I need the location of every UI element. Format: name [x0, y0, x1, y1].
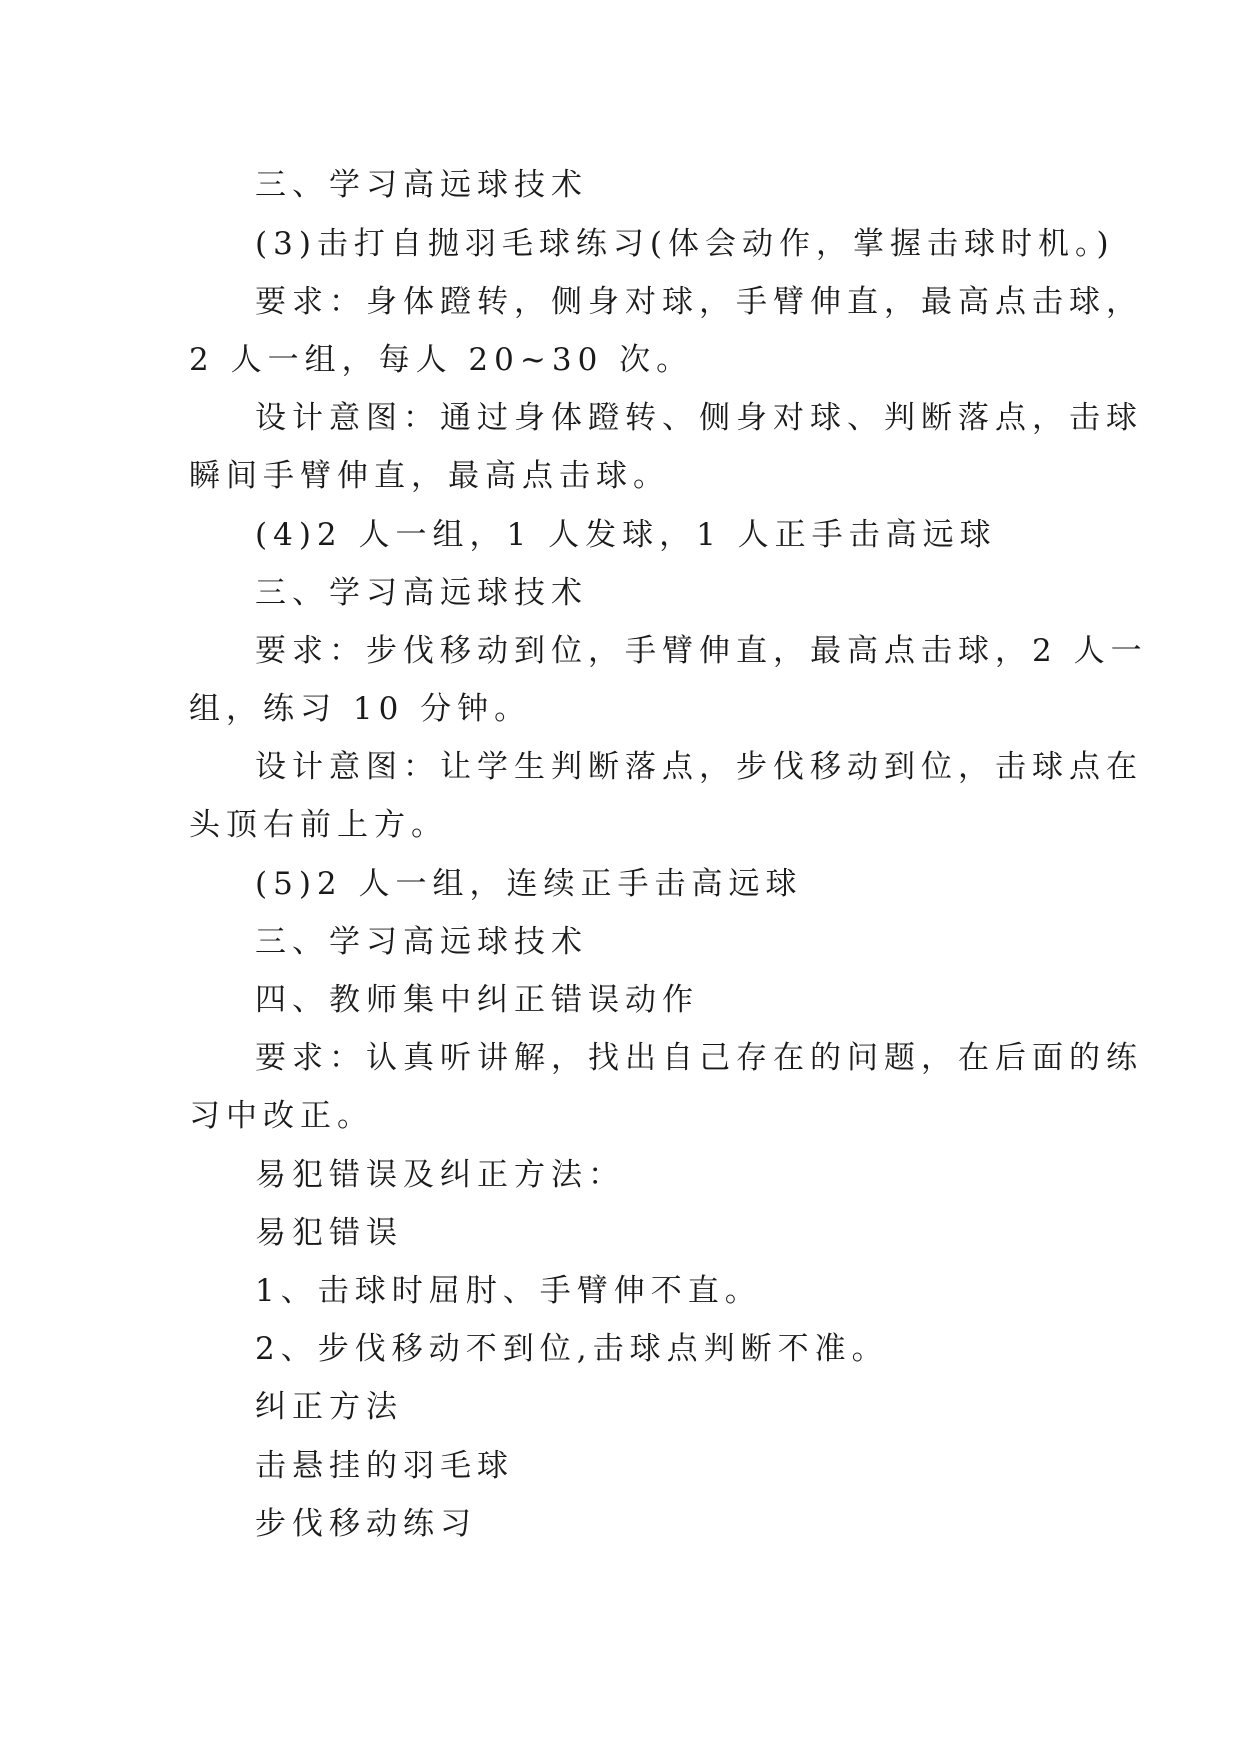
section-heading: 三、学习高远球技术: [255, 575, 588, 611]
list-item: 击悬挂的羽毛球: [255, 1448, 514, 1484]
design-intent-text-continued: 瞬间手臂伸直，最高点击球。: [189, 458, 670, 494]
requirement-text: 要求：身体蹬转，侧身对球，手臂伸直，最高点击球，: [255, 284, 1143, 320]
list-item: 1、击球时屈肘、手臂伸不直。: [255, 1273, 762, 1309]
section-heading: 四、教师集中纠正错误动作: [255, 982, 699, 1018]
subheading: 易犯错误: [255, 1215, 403, 1251]
requirement-text: 要求：步伐移动到位，手臂伸直，最高点击球，2 人一: [255, 633, 1148, 669]
design-intent-text: 设计意图：让学生判断落点，步伐移动到位，击球点在: [255, 749, 1143, 785]
list-item: 2、步伐移动不到位,击球点判断不准。: [255, 1331, 889, 1367]
list-item: 步伐移动练习: [255, 1506, 477, 1542]
requirement-text: 要求：认真听讲解，找出自己存在的问题，在后面的练: [255, 1040, 1143, 1076]
subheading: 纠正方法: [255, 1389, 403, 1425]
design-intent-text-continued: 头顶右前上方。: [189, 807, 448, 843]
requirement-text-continued: 习中改正。: [189, 1098, 374, 1134]
requirement-text-continued: 2 人一组，每人 20~30 次。: [189, 342, 694, 378]
exercise-item: (5)2 人一组，连续正手击高远球: [255, 866, 803, 902]
requirement-text-continued: 组，练习 10 分钟。: [189, 691, 532, 727]
design-intent-text: 设计意图：通过身体蹬转、侧身对球、判断落点，击球: [255, 400, 1143, 436]
subheading: 易犯错误及纠正方法：: [255, 1157, 625, 1193]
section-heading: 三、学习高远球技术: [255, 167, 588, 203]
exercise-item: (4)2 人一组，1 人发球，1 人正手击高远球: [255, 517, 997, 553]
exercise-item: (3)击打自抛羽毛球练习(体会动作，掌握击球时机。): [255, 226, 1115, 262]
section-heading: 三、学习高远球技术: [255, 924, 588, 960]
